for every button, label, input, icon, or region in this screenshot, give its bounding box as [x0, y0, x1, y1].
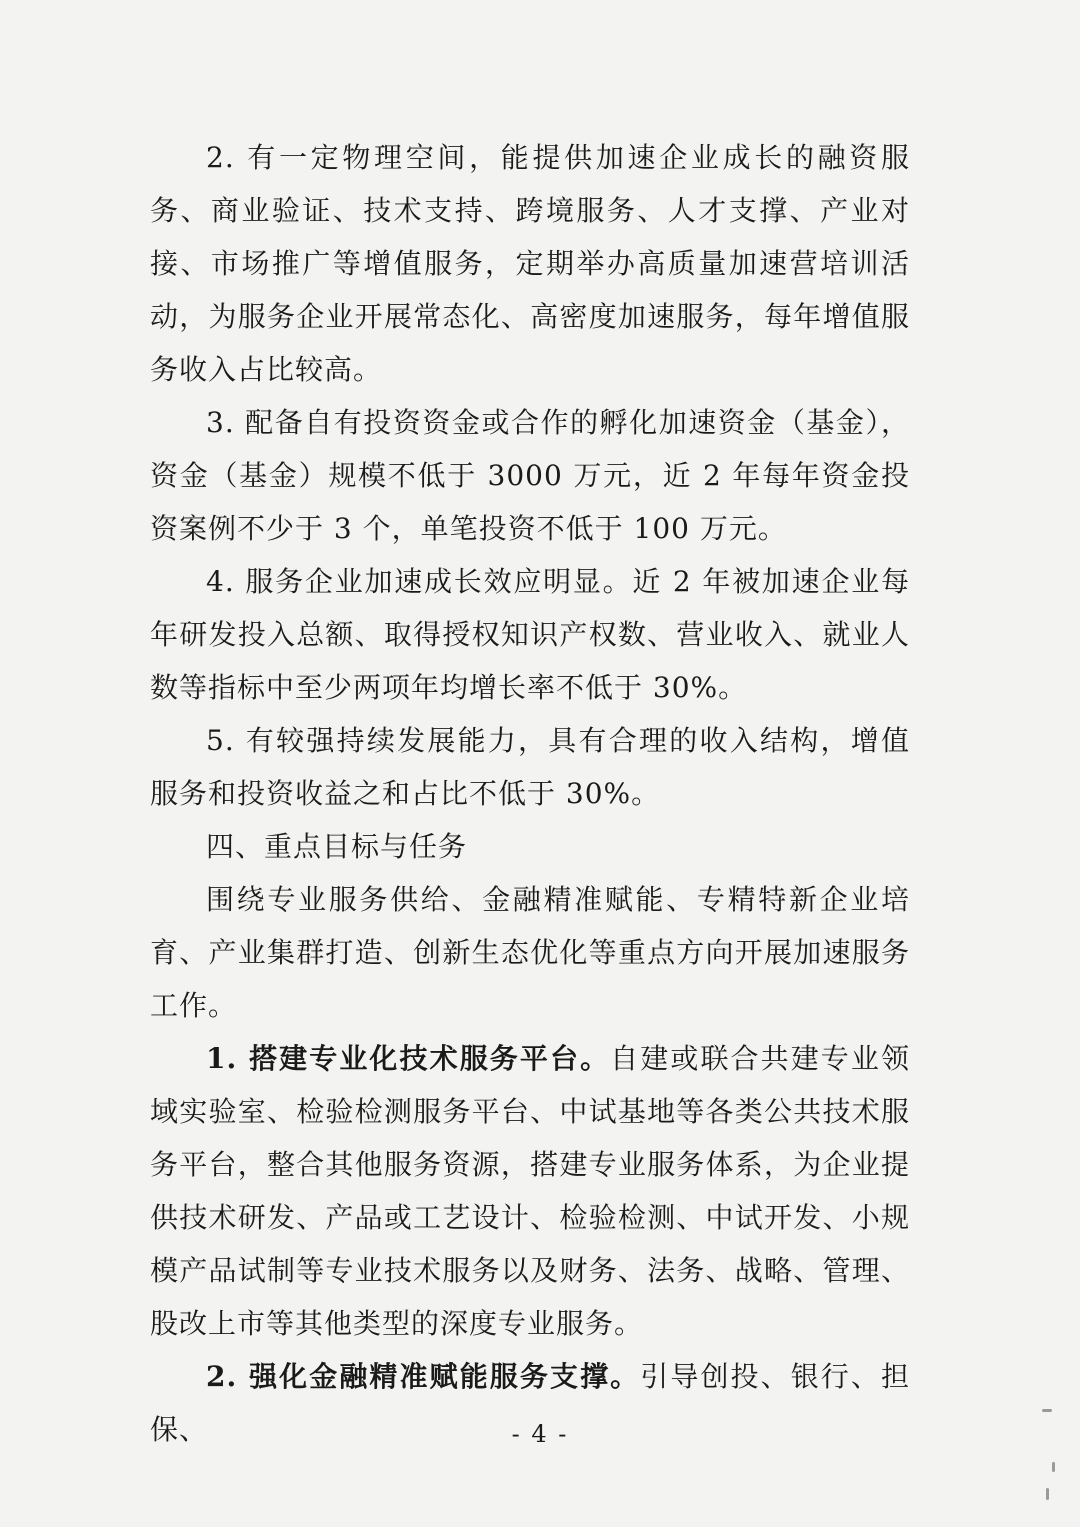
scan-speck: [1046, 1488, 1049, 1500]
task-2-title: 2. 强化金融精准赋能服务支撑。: [206, 1360, 641, 1393]
paragraph-task-1: [150, 1032, 910, 1350]
scan-speck: [1052, 1462, 1055, 1472]
document-body: [150, 131, 910, 1456]
paragraph-item-2: 2. 有一定物理空间，能提供加速企业成长的融资服务、商业验证、技术支持、跨境服务、人才支撑、产业对接、市场推广等增值服务，定期举办高质量加速营培训活动，为服务企业开展常态化、高密度加速服务，每年增值服务收入占比较高。: [150, 141, 910, 386]
section-heading-4: 四、重点目标与任务: [206, 830, 468, 863]
paragraph-item-4: 4. 服务企业加速成长效应明显。近 2 年被加速企业每年研发投入总额、取得授权知识产权数、营业收入、就业人数等指标中至少两项年均增长率不低于 30%。: [150, 565, 910, 704]
paragraph-item-5: 5. 有较强持续发展能力，具有合理的收入结构，增值服务和投资收益之和占比不低于 30%。: [150, 724, 910, 810]
task-1-title: 1. 搭建专业化技术服务平台。: [206, 1042, 611, 1075]
page-number: - 4 -: [511, 1420, 569, 1448]
task-2-body: 引导创投、银行、担保、: [150, 1360, 910, 1446]
task-1-body: 自建或联合共建专业领域实验室、检验检测服务平台、中试基地等各类公共技术服务平台，整合其他服务资源，搭建专业服务体系，为企业提供技术研发、产品或工艺设计、检验检测、中试开发、小规模产品试制等专业技术服务以及财务、法务、战略、管理、股改上市等其他类型的深度专业服务。: [150, 1042, 910, 1340]
paragraph-item-3: 3. 配备自有投资资金或合作的孵化加速资金（基金），资金（基金）规模不低于 3000 万元，近 2 年每年资金投资案例不少于 3 个，单笔投资不低于 100 万元。: [150, 406, 910, 545]
paragraph-section-intro: 围绕专业服务供给、金融精准赋能、专精特新企业培育、产业集群打造、创新生态优化等重点方向开展加速服务工作。: [150, 883, 910, 1022]
scan-speck: [1042, 1409, 1052, 1412]
